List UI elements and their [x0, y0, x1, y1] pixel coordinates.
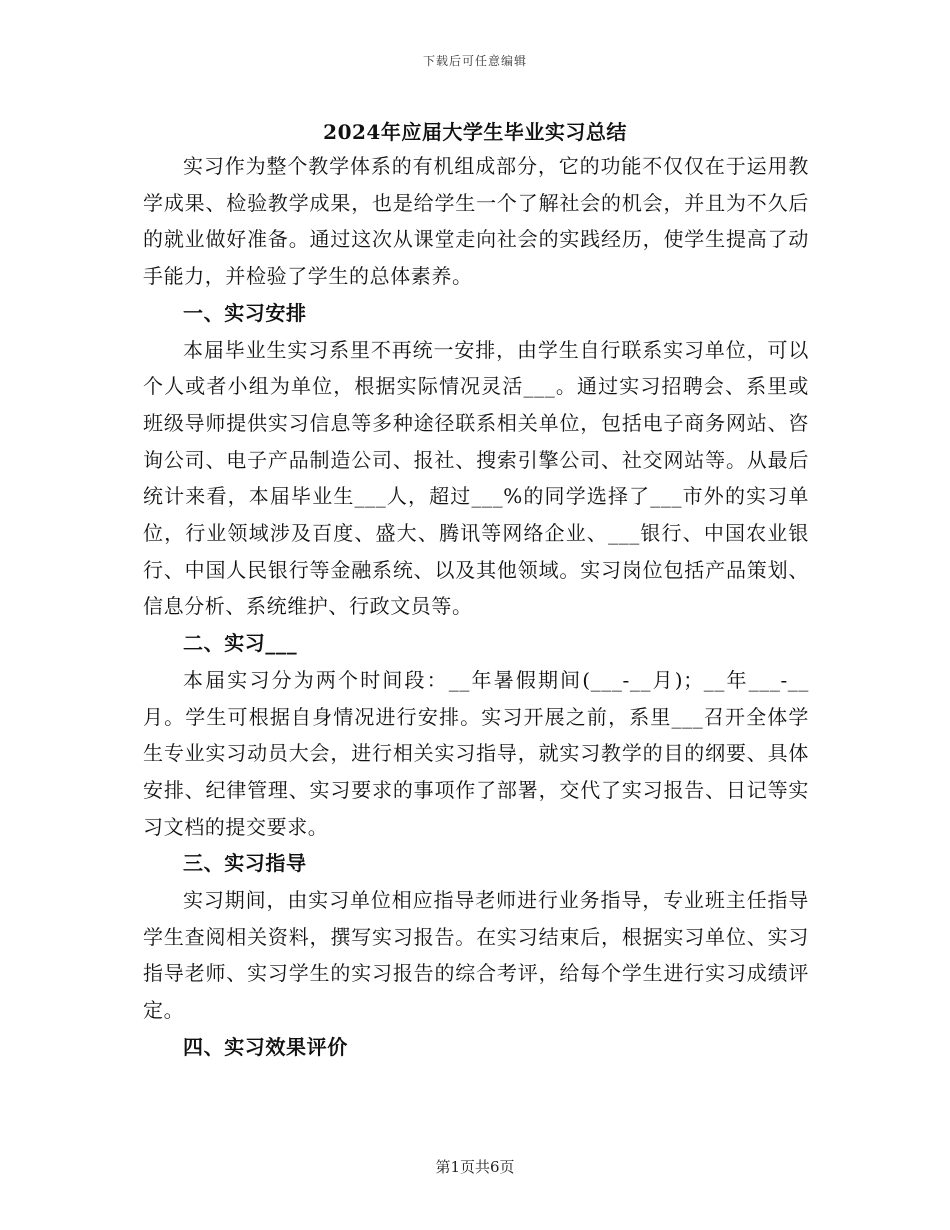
section-paragraph-period: 本届实习分为两个时间段：__年暑假期间(___-__月)；__年___-__月。学生可根据自身情况进行安排。实习开展之前，系里___召开全体学生专业实习动员大会，进行相关实习指导，就实习教学的目的纲要、具体安排、纪律管理、实习要求的事项作了部署，交代了实习报告、日记等实习文档的提交要求。 — [143, 667, 809, 839]
document-body — [143, 148, 809, 1066]
section-heading-period: 二、实习___ — [183, 631, 298, 656]
page-number-footer: 第1页共6页 — [435, 1158, 515, 1176]
document-title: 2024年应届大学生毕业实习总结 — [323, 120, 627, 144]
section-heading-evaluation: 四、实习效果评价 — [183, 1034, 348, 1059]
section-heading-guidance: 三、实习指导 — [183, 851, 307, 876]
section-paragraph-arrangement: 本届毕业生实习系里不再统一安排，由学生自行联系实习单位，可以个人或者小组为单位，根据实际情况灵活___。通过实习招聘会、系里或班级导师提供实习信息等多种途径联系相关单位，包括电子商务网站、咨询公司、电子产品制造公司、报社、搜索引擎公司、社交网站等。从最后统计来看，本届毕业生___人，超过___%的同学选择了___市外的实习单位，行业领域涉及百度、盛大、腾讯等网络企业、___银行、中国农业银行、中国人民银行等金融系统、以及其他领域。实习岗位包括产品策划、信息分析、系统维护、行政文员等。 — [143, 337, 809, 619]
section-heading-arrangement: 一、实习安排 — [183, 300, 307, 325]
intro-paragraph: 实习作为整个教学体系的有机组成部分，它的功能不仅仅在于运用教学成果、检验教学成果，也是给学生一个了解社会的机会，并且为不久后的就业做好准备。通过这次从课堂走向社会的实践经历，使学生提高了动手能力，并检验了学生的总体素养。 — [143, 154, 809, 289]
page-header-note: 下载后可任意编辑 — [422, 54, 527, 68]
section-paragraph-guidance: 实习期间，由实习单位相应指导老师进行业务指导，专业班主任指导学生查阅相关资料，撰写实习报告。在实习结束后，根据实习单位、实习指导老师、实习学生的实习报告的综合考评，给每个学生进行实习成绩评定。 — [143, 888, 809, 1023]
